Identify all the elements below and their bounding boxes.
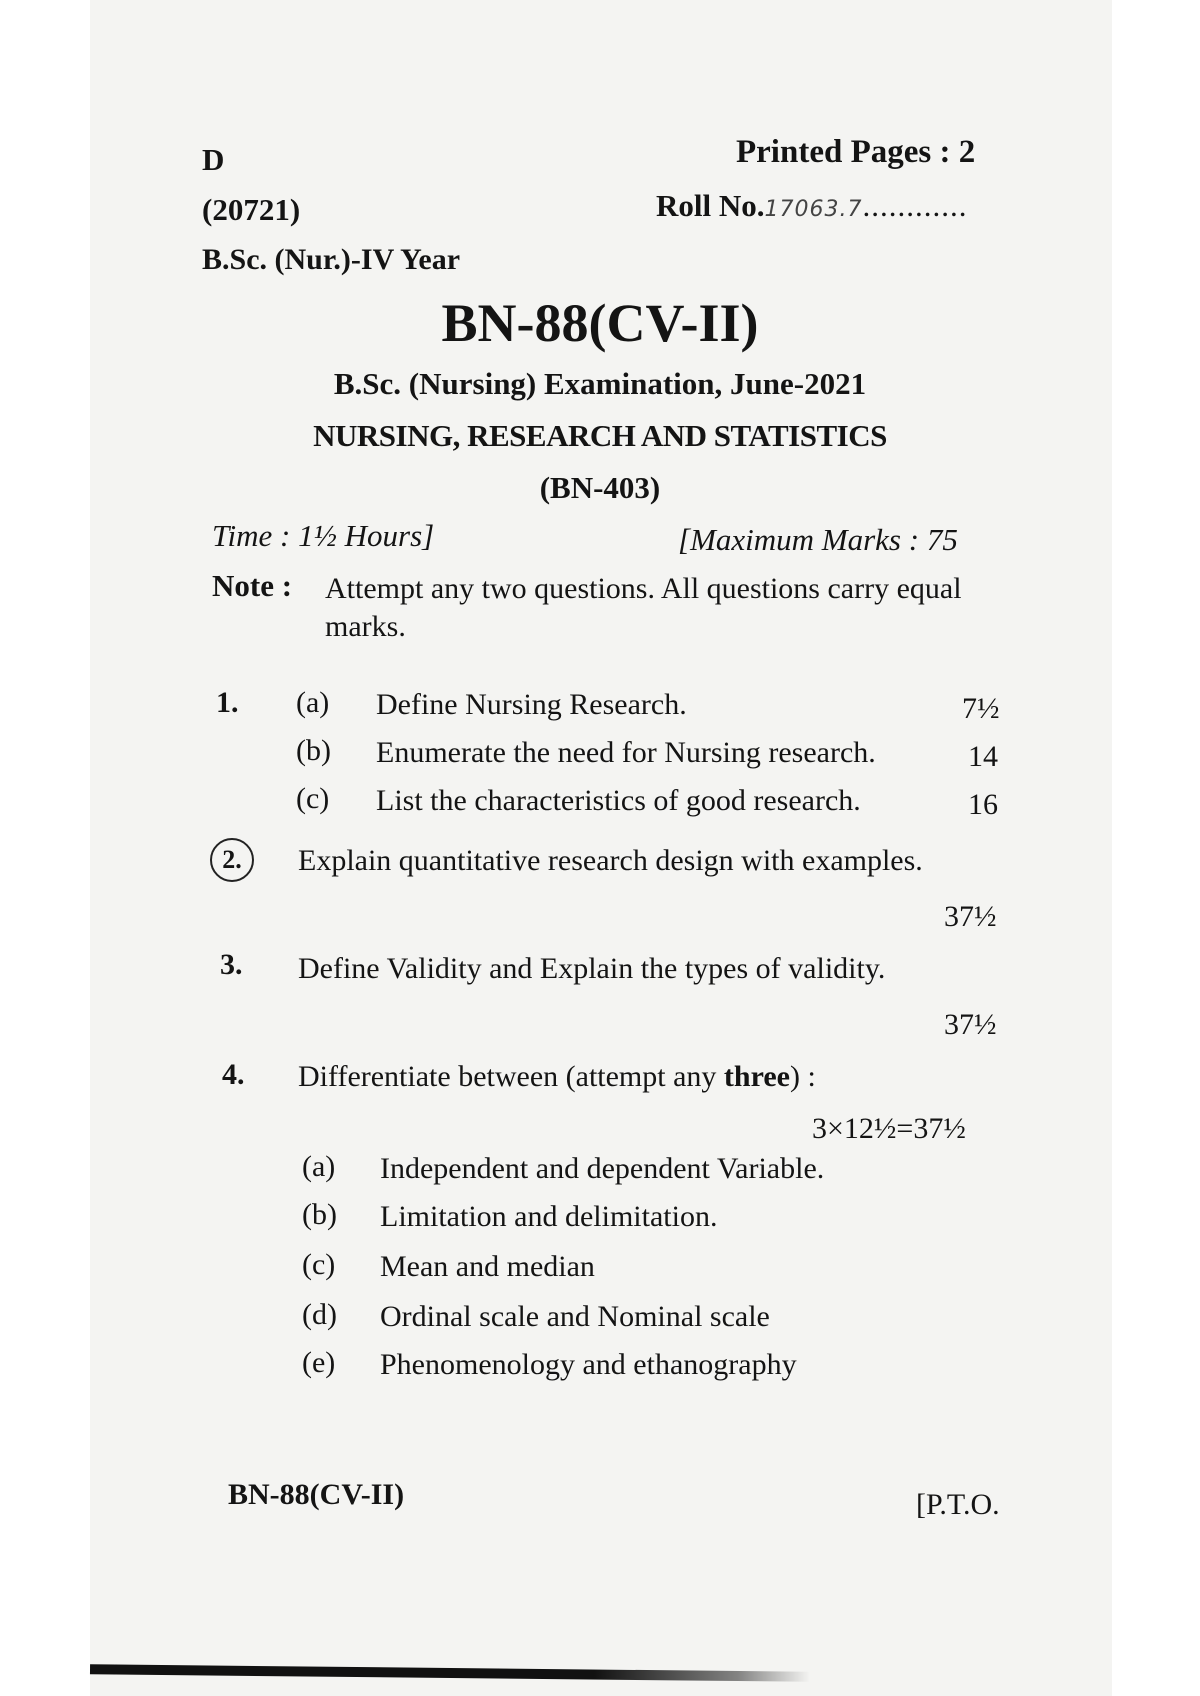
subject-name: NURSING, RESEARCH AND STATISTICS [313, 418, 887, 453]
q1-part-b-label: (b) [296, 734, 331, 767]
question-4-text-start: Differentiate between (attempt any [298, 1060, 724, 1093]
question-2-number [210, 838, 254, 882]
q1-part-c-label: (c) [296, 782, 330, 815]
note-label: Note : [212, 568, 293, 603]
roll-number [656, 188, 967, 224]
question-4-marks: 3×12½=37½ [812, 1112, 966, 1145]
q1-part-b-marks: 14 [968, 740, 998, 773]
question-3-marks: 37½ [944, 1008, 997, 1041]
q1-part-c-marks: 16 [968, 788, 998, 821]
q1-part-a-text: Define Nursing Research. [376, 688, 687, 721]
q4-part-b-label: (b) [302, 1198, 337, 1231]
paper-title: BN-88(CV-II) [441, 293, 759, 353]
question-1-number: 1. [216, 686, 239, 719]
question-3-number: 3. [220, 948, 243, 981]
q4-part-e-text: Phenomenology and ethanography [380, 1348, 797, 1381]
question-4-text-emphasis: three [723, 1060, 791, 1093]
q4-part-c-label: (c) [302, 1248, 336, 1281]
q4-part-a-text: Independent and dependent Variable. [380, 1152, 825, 1185]
q4-part-d-label: (d) [302, 1298, 337, 1331]
footer-paper-code: BN-88(CV-II) [228, 1478, 405, 1511]
question-2-marks: 37½ [944, 900, 997, 933]
time-allowed: Time : 1½ Hours] [212, 518, 435, 553]
footer-pto: [P.T.O. [916, 1488, 1000, 1521]
question-4-number: 4. [222, 1058, 245, 1091]
question-2-circled-number: 2. [210, 838, 254, 882]
q4-part-d-text: Ordinal scale and Nominal scale [380, 1300, 770, 1333]
maximum-marks: [Maximum Marks : 75 [678, 522, 958, 557]
set-code: D [202, 142, 225, 177]
q1-part-b-text: Enumerate the need for Nursing research. [376, 736, 876, 769]
course-code: (BN-403) [539, 470, 661, 505]
q4-part-a-label: (a) [302, 1150, 336, 1183]
roll-dots: ............ [862, 188, 968, 223]
exam-name: B.Sc. (Nursing) Examination, June-2021 [333, 366, 867, 401]
q1-part-a-marks: 7½ [962, 692, 1000, 725]
question-4-text-end: ) : [790, 1060, 816, 1093]
note-text: Attempt any two questions. All questions carry equal marks. [325, 572, 962, 643]
roll-label: Roll No. [656, 188, 765, 223]
q1-part-a-label: (a) [296, 686, 330, 719]
class-label: B.Sc. (Nur.)-IV Year [202, 243, 461, 276]
question-4-text [298, 1060, 816, 1094]
q1-part-c-text: List the characteristics of good research. [376, 784, 861, 817]
question-2-text: Explain quantitative research design with examples. [298, 844, 923, 877]
q4-part-b-text: Limitation and delimitation. [380, 1200, 718, 1233]
q4-part-c-text: Mean and median [380, 1250, 595, 1283]
roll-value-handwritten: 17063.7 [764, 197, 863, 222]
paper-code: (20721) [202, 192, 301, 227]
question-3-text: Define Validity and Explain the types of validity. [298, 952, 886, 985]
printed-pages: Printed Pages : 2 [736, 134, 976, 170]
q4-part-e-label: (e) [302, 1346, 336, 1379]
